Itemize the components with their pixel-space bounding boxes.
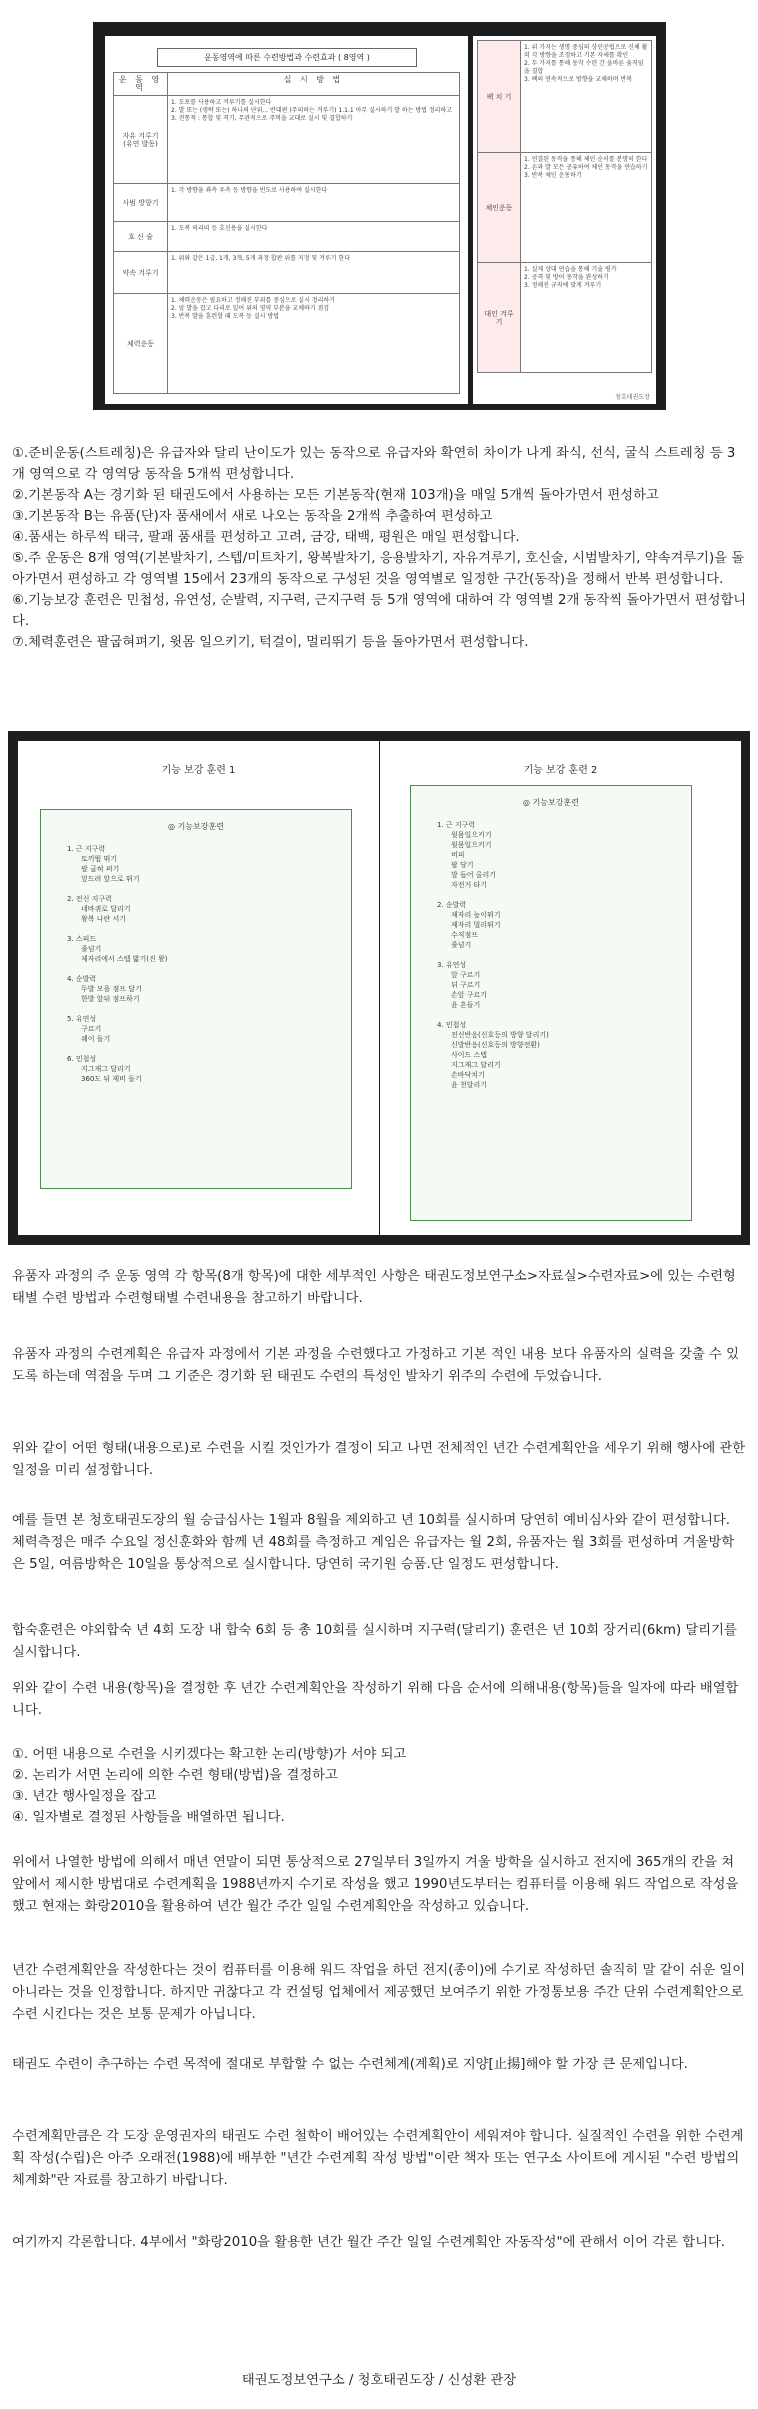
row-text: 1. 도포를 사용하고 겨루기를 실시한다 2. 발 또는 (생략 또는) 하나의 단위... 반대편 (주의하는 겨루기) 1.1.1 아무 실시하기 발 하는 방법 정리하고 3. 전통적 : 통합 및 격기, 무관적으로 주먹을 교대로 실시 및 결합하기 <box>168 96 460 184</box>
group-item: 팔 굽혀 펴기 <box>81 865 120 873</box>
training-composition-list <box>12 443 748 653</box>
skill-training-image <box>8 731 750 1245</box>
group-heading: 3. 스피드 <box>67 935 97 943</box>
row-text: 1. 도복 허리띠 등 호신용을 실시한다 <box>168 222 460 252</box>
group-item: 수직점프 <box>451 931 479 939</box>
group-item: 제자리 높이뛰기 <box>451 911 501 919</box>
group-item: 손바닥치기 <box>451 1071 485 1079</box>
author-signature: 태권도정보연구소 / 청호태권도장 / 신성환 관장 <box>241 2373 517 2388</box>
row-text: 1. 연결된 동작을 통해 체인 순서를 분명히 한다 2. 손과 발 모든 공유하여 체인 동작을 연습하기 3. 반복 체인 운동하기 <box>521 153 652 263</box>
panel-content-box <box>40 809 352 1189</box>
group-item: 발 들어 올리기 <box>451 871 497 879</box>
group-item: 윤 천달리기 <box>451 1081 488 1089</box>
group-item: 윗몸일으키기 <box>451 841 492 849</box>
group-item: 지그재그 달리기 <box>81 1065 131 1073</box>
row-label: 사범 방향기 <box>114 184 168 222</box>
body-paragraph: 여기까지 각론합니다. 4부에서 "화랑2010을 활용한 년간 월간 주간 일일 수련계획안 자동작성"에 관해서 이어 각론 합니다. <box>12 2235 726 2250</box>
row-label: 대인 겨루기 <box>478 263 521 373</box>
group-heading: 1. 근 지구력 <box>437 821 476 829</box>
step-item: ④. 일자별로 결정된 사항들을 배열하면 됩니다. <box>12 1810 285 1825</box>
group-item: 손앞 구르기 <box>451 991 488 999</box>
list-item: ⑥.기능보강 훈련은 민첩성, 유연성, 순발력, 지구력, 근지구력 등 5개 영역에 대하여 각 영역별 2개 동작씩 돌아가면서 편성합니다. <box>12 593 747 629</box>
group-item: 팔 당기 <box>451 861 474 869</box>
row-label: 호 신 술 <box>114 222 168 252</box>
group-item: 자전거 타기 <box>451 881 488 889</box>
group-item: 왕복 나란 서기 <box>81 915 127 923</box>
list-item: ⑦.체력훈련은 팔굽혀펴기, 윗몸 일으키기, 턱걸이, 멀리뛰기 등을 돌아가면서 편성합니다. <box>12 635 529 650</box>
body-paragraph: 위에서 나열한 방법에 의해서 매년 연말이 되면 통상적으로 27일부터 3일까지 겨울 방학을 실시하고 전지에 365개의 칸을 쳐 앞에서 제시한 방법대로 수련계획을 1988년까지 수기로 작성을 했고 1990년도부터는 컴퓨터를 이용해 워드 작업으로 작성을 했고 현재는 화랑2010을 활용하여 년간 월간 주간 일일 수련계획안을 작성하고 있습니다. <box>12 1855 739 1914</box>
group-item: 지그재그 달리기 <box>451 1061 501 1069</box>
group-heading: 4. 순발력 <box>67 975 97 983</box>
row-label: 팩 치 기 <box>478 41 521 153</box>
group-item: 사이드 스텝 <box>451 1051 488 1059</box>
row-label: 체인운동 <box>478 153 521 263</box>
group-item: 전신반응(신호등의 방향 달리기) <box>451 1031 549 1039</box>
group-item: 줄넘기 <box>81 945 102 953</box>
image-credit: 청호태권도장 <box>615 394 650 401</box>
group-item: 구르기 <box>81 1025 102 1033</box>
panel-header: ◎ 기능보강훈련 <box>168 822 224 831</box>
header-method: 실 시 방 법 <box>168 73 460 96</box>
row-text: 1. 위 가지는 생명 중심의 상인공법으로 신체 활력 각 방향을 조정하고 기본 자세를 확인 2. 두 가지를 통해 동작 수련 간 올바른 움직임을 결합 3. 팩의 연속적으로 방향을 교체하며 반복 <box>521 41 652 153</box>
list-item: ③.기본동작 B는 유품(단)자 품새에서 새로 나오는 동작을 2개씩 추출하여 편성하고 <box>12 509 493 524</box>
row-text: 1. 실제 상대 연습을 통해 기술 평가 2. 공격 및 방어 동작을 완성하기 3. 정해진 규칙에 맞게 겨루기 <box>521 263 652 373</box>
row-label: 자유 겨루기 (유연 발동) <box>114 96 168 184</box>
group-item: 윤 흔들기 <box>451 1001 481 1009</box>
row-text: 1. 위와 같은 1급, 1개, 3개, 5개 과정 합판 위를 지정 및 겨루기 한다 <box>168 252 460 294</box>
list-item: ①.준비운동(스트레칭)은 유급자와 달리 난이도가 있는 동작으로 유급자와 확연히 차이가 나게 좌식, 선식, 굴식 스트레칭 등 3개 영역으로 각 영역당 동작을 5개씩 편성합니다. <box>12 446 736 482</box>
group-item: 쉐이 돌기 <box>81 1035 111 1043</box>
row-label: 체력운동 <box>114 294 168 394</box>
group-item: 앞 구르기 <box>451 971 481 979</box>
planning-steps-list <box>12 1744 746 1828</box>
step-item: ①. 어떤 내용으로 수련을 시키겠다는 확고한 논리(방향)가 서야 되고 <box>12 1747 407 1762</box>
list-item: ⑤.주 운동은 8개 영역(기본발차기, 스텝/미트차기, 왕복발차기, 응용발차기, 자유겨루기, 호신술, 시범발차기, 약속겨루기)을 돌아가면서 편성하고 각 영역별 15에서 23개의 동작으로 구성된 것을 영역별로 일정한 구간(동작)을 정해서 반복 편성합니다. <box>12 551 745 587</box>
panel-content-box <box>410 785 692 1221</box>
group-heading: 4. 민첩성 <box>437 1021 467 1029</box>
body-paragraph: 유품자 과정의 주 운동 영역 각 항목(8개 항목)에 대한 세부적인 사항은 태권도정보연구소>자료실>수련자료>에 있는 수련형태별 수련 방법과 수련형태별 수련내용을 참고하기 바랍니다. <box>12 1269 736 1306</box>
list-item: ④.품새는 하루씩 태극, 팔괘 품새를 편성하고 고려, 금강, 태백, 평원은 매일 편성합니다. <box>12 530 520 545</box>
skill-training-panel-2 <box>380 741 741 1235</box>
left-method-table <box>113 72 460 394</box>
row-text: 1. 체력운동은 필요하고 정해진 부위를 중심으로 실시 정리하기 2. 앞 발을 잡고 다리로 밀어 위의 영역 부분을 교체하기 점검 3. 반복 발을 훈련할 때 도복 등 실시 방법 <box>168 294 460 394</box>
group-heading: 1. 근 지구력 <box>67 845 106 853</box>
group-heading: 5. 유연성 <box>67 1015 97 1023</box>
body-paragraph: 합숙훈련은 야외합숙 년 4회 도장 내 합숙 6회 등 총 10회를 실시하며 지구력(달리기) 훈련은 년 10회 장거리(6km) 달리기를 실시합니다. <box>12 1623 737 1660</box>
row-text: 1. 각 방향을 좌측 우측 등 방향을 빈도로 사용하여 실시한다 <box>168 184 460 222</box>
body-paragraph: 예를 들면 본 청호태권도장의 월 승급심사는 1월과 8월을 제외하고 년 10회를 실시하며 당연히 예비심사와 같이 편성합니다. 체력측정은 매주 수요일 정신훈화와 함께 년 48회를 측정하고 계임은 유급자는 월 2회, 유품자는 월 3회를 편성하며 겨울방학은 5일, 여름방학은 10일을 통상적으로 실시합니다. 당연히 국기원 승품.단 일정도 편성합니다. <box>12 1513 735 1572</box>
group-item: 뒤 구르기 <box>451 981 481 989</box>
body-paragraph: 수련계획만큼은 각 도장 운영권자의 태권도 수련 철학이 배어있는 수련계획안이 세워져야 합니다. 실질적인 수련을 위한 수련계획 작성(수립)은 아주 오래전(1988)에 배부한 "년간 수련계획 작성 방법"이란 책자 또는 연구소 사이트에 게시된 "수련 방법의 체계화"란 자료를 참고하기 바랍니다. <box>12 2129 744 2188</box>
body-paragraph: 유품자 과정의 수련계획은 유급자 과정에서 기본 과정을 수련했다고 가정하고 기본 적인 내용 보다 유품자의 실력을 갖출 수 있도록 하는데 역점을 두며 그 기준은 경기화 된 태권도 수련의 특성인 발차기 위주의 수련에 두었습니다. <box>12 1347 739 1384</box>
group-item: 360도 뒤 제비 돌기 <box>81 1075 142 1083</box>
body-paragraph: 위와 같이 어떤 형태(내용으로)로 수련을 시킬 것인가가 결정이 되고 나면 전체적인 년간 수련계획안을 세우기 위해 행사에 관한 일정을 미리 설정합니다. <box>12 1441 746 1478</box>
body-paragraph: 위와 같이 수련 내용(항목)을 결정한 후 년간 수련계획안을 작성하기 위해 다음 순서에 의해내용(항목)들을 일자에 따라 배열합니다. <box>12 1681 739 1718</box>
row-label: 약속 겨루기 <box>114 252 168 294</box>
group-item: 버피 <box>451 851 465 859</box>
group-item: 줄넘기 <box>451 941 472 949</box>
header-area: 운 동 영 역 <box>114 73 168 96</box>
table-left-panel <box>105 36 468 404</box>
body-paragraph: 태권도 수련이 추구하는 수련 목적에 절대로 부합할 수 없는 수련체계(계획)로 지양[止揚]해야 할 가장 큰 문제입니다. <box>12 2057 688 2072</box>
training-method-table-image <box>93 22 666 410</box>
step-item: ③. 년간 행사일정을 잡고 <box>12 1789 157 1804</box>
skill-training-panel-1 <box>18 741 379 1235</box>
right-method-table <box>477 40 652 373</box>
table-right-panel <box>473 36 656 404</box>
body-paragraph: 년간 수련계획안을 작성한다는 것이 컴퓨터를 이용해 워드 작업을 하던 전지(종이)에 수기로 작성하던 솔직히 말 같이 쉬운 일이 아니라는 것을 인정합니다. 하지만 귀찮다고 각 컨설팅 업체에서 제공했던 보여주기 위한 가정통보용 주간 단위 수련계획안으로 수련 시킨다는 것은 보통 문제가 아닙니다. <box>12 1963 746 2022</box>
group-item: 토끼뜀 뛰기 <box>81 855 118 863</box>
panel-title: 기능 보강 훈련 1 <box>161 765 236 776</box>
group-item: 윗몸일으키기 <box>451 831 492 839</box>
table-title: 운동영역에 따른 수련방법과 수련효과 ( 8영역 ) <box>157 48 417 67</box>
panel-header: ◎ 기능보강훈련 <box>523 798 579 807</box>
group-heading: 3. 유연성 <box>437 961 467 969</box>
group-heading: 6. 민첩성 <box>67 1055 97 1063</box>
group-item: 엎드려 앞으로 뛰기 <box>81 875 140 883</box>
group-heading: 2. 순발력 <box>437 901 467 909</box>
group-item: 신발반응(신호등의 방향전환) <box>451 1041 540 1049</box>
group-item: 한발 앞뒤 점프하기 <box>81 995 140 1003</box>
step-item: ②. 논리가 서면 논리에 의한 수련 형태(방법)을 결정하고 <box>12 1768 338 1783</box>
group-item: 제자리에서 스텝 밟기(진 왕) <box>81 955 168 963</box>
group-item: 두발 모을 점프 달기 <box>81 985 142 993</box>
list-item: ②.기본동작 A는 경기화 된 태권도에서 사용하는 모든 기본동작(현재 103개)을 매일 5개씩 돌아가면서 편성하고 <box>12 488 659 503</box>
panel-title: 기능 보강 훈련 2 <box>523 765 598 776</box>
group-item: 제자리 멀리뛰기 <box>451 921 501 929</box>
group-item: 네바퀴로 달리기 <box>81 905 131 913</box>
group-heading: 2. 전신 지구력 <box>67 895 112 903</box>
